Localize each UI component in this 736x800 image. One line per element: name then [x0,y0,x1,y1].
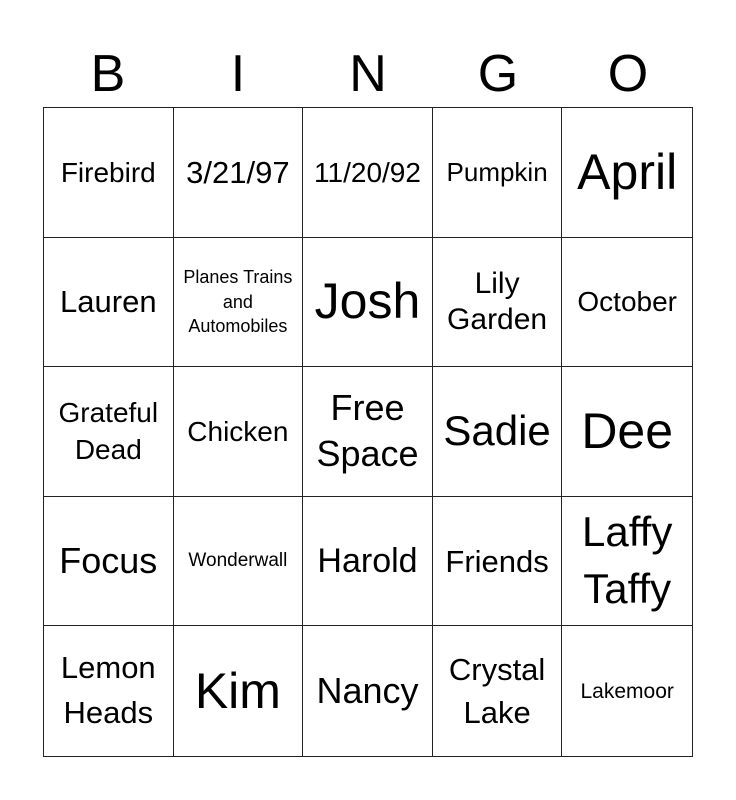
header-letter-n: N [349,45,387,103]
bingo-cell-r3-c1[interactable] [44,367,174,497]
bingo-cell-r2-c2[interactable] [174,238,304,368]
bingo-board [43,107,693,757]
cell-text: Lauren [60,284,157,320]
cell-text: 11/20/92 [314,156,421,188]
cell-text: Firebird [60,156,156,188]
bingo-cell-r1-c1[interactable] [44,108,174,238]
bingo-cell-r2-c1[interactable] [44,238,174,368]
bingo-cell-r1-c3[interactable] [303,108,433,238]
header-letter-b: B [90,45,126,103]
cell-text: Wonderwall [188,549,288,571]
cell-text: Josh [314,273,421,330]
cell-text: Planes Trains and Automobiles [183,267,293,337]
header-letter-o: O [607,45,649,103]
bingo-cell-r4-c1[interactable] [44,497,174,627]
bingo-cell-r4-c3[interactable] [303,497,433,627]
bingo-header [43,40,693,108]
cell-text: Grateful Dead [58,396,159,466]
cell-text: April [577,143,678,200]
header-letter-g: G [477,45,519,103]
bingo-cell-r3-c3[interactable] [303,367,433,497]
cell-text: Kim [194,662,281,719]
cell-text: Chicken [187,415,289,447]
cell-text: Laffy Taffy [582,508,673,613]
bingo-cell-r2-c5[interactable] [562,238,692,368]
cell-text: Crystal Lake [448,651,546,731]
cell-text: Lily Garden [447,266,548,336]
cell-text: 3/21/97 [186,154,290,190]
cell-text: October [577,286,677,318]
bingo-cell-r5-c4[interactable] [433,626,563,756]
bingo-cell-r3-c5[interactable] [562,367,692,497]
bingo-cell-r1-c4[interactable] [433,108,563,238]
bingo-cell-r2-c4[interactable] [433,238,563,368]
bingo-cell-r5-c3[interactable] [303,626,433,756]
bingo-cell-r1-c5[interactable] [562,108,692,238]
bingo-cell-r3-c4[interactable] [433,367,563,497]
bingo-cell-r4-c5[interactable] [562,497,692,627]
bingo-cell-r1-c2[interactable] [174,108,304,238]
bingo-cell-r5-c5[interactable] [562,626,692,756]
bingo-cell-r5-c2[interactable] [174,626,304,756]
bingo-cell-r3-c2[interactable] [174,367,304,497]
cell-text: Nancy [316,669,419,711]
bingo-cell-r5-c1[interactable] [44,626,174,756]
cell-text: Friends [445,543,549,579]
cell-text: Harold [317,542,418,580]
bingo-cell-r2-c3[interactable] [303,238,433,368]
cell-text: Lemon Heads [60,650,156,731]
cell-text: Sadie [443,407,551,455]
cell-text: Focus [59,539,158,581]
bingo-cell-r4-c2[interactable] [174,497,304,627]
cell-text: Dee [581,402,674,459]
cell-text: Lakemoor [580,679,674,703]
bingo-cell-r4-c4[interactable] [433,497,563,627]
header-letter-i: I [230,45,246,103]
cell-text: Free Space [316,386,419,475]
cell-text: Pumpkin [446,156,548,187]
